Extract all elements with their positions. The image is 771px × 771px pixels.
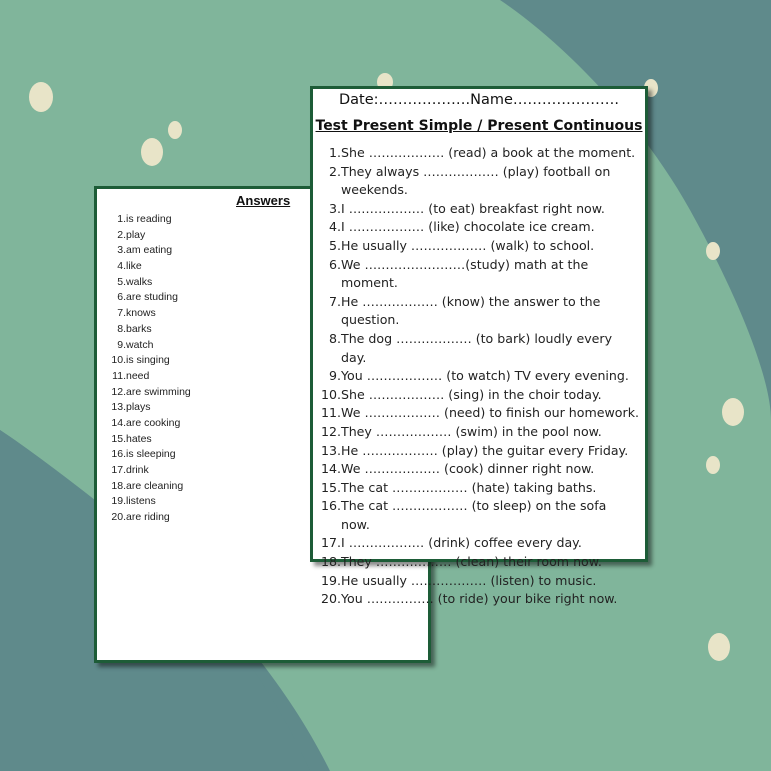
answer-item xyxy=(106,386,191,402)
answer-text: is singing xyxy=(126,354,170,367)
answer-number: 4. xyxy=(117,260,126,273)
answer-number: 14. xyxy=(111,416,126,429)
question-text: They ……………… (swim) in the pool now. xyxy=(341,423,602,439)
answer-number: 6. xyxy=(117,291,126,304)
question-text: We ……………………(study) math at the moment. xyxy=(341,256,589,291)
answer-text: are cleaning xyxy=(126,479,184,492)
question-text: The dog ……………… (to bark) loudly every day. xyxy=(341,330,613,365)
answer-number: 19. xyxy=(111,495,126,508)
answer-item xyxy=(106,401,191,417)
answer-item xyxy=(106,244,191,260)
question-text: They ……………… (clean) their room now. xyxy=(341,554,602,570)
answer-text: is sleeping xyxy=(126,448,176,461)
question-item xyxy=(319,590,639,609)
answer-item xyxy=(106,339,191,355)
question-text: I ……………… (drink) coffee every day. xyxy=(341,535,582,551)
decor-dot xyxy=(706,242,720,260)
answer-item xyxy=(106,307,191,323)
decor-dot xyxy=(708,633,730,661)
question-text: He ……………… (know) the answer to the question. xyxy=(341,293,601,328)
answers-list xyxy=(106,213,191,527)
decor-dot xyxy=(29,82,53,112)
question-text: We ……………… (cook) dinner right now. xyxy=(341,461,595,477)
question-item xyxy=(319,423,639,442)
answer-item xyxy=(106,448,191,464)
answer-item xyxy=(106,464,191,480)
answer-text: play xyxy=(126,228,146,241)
answer-number: 9. xyxy=(117,338,126,351)
test-title: Test Present Simple / Present Continuous xyxy=(315,118,643,134)
answer-number: 1. xyxy=(117,213,126,225)
answer-number: 15. xyxy=(111,432,126,445)
question-number: 19. xyxy=(320,572,341,588)
question-text: She ……………… (sing) in the choir today. xyxy=(341,386,602,402)
question-number: 5. xyxy=(328,237,341,253)
answer-number: 10. xyxy=(111,354,126,367)
question-text: We ……………… (need) to finish our homework. xyxy=(341,405,639,421)
question-number: 13. xyxy=(320,442,341,458)
question-item xyxy=(319,163,639,200)
question-text: They always ……………… (play) football on weekends. xyxy=(341,163,611,198)
question-text: I ……………… (like) chocolate ice cream. xyxy=(341,219,595,235)
question-item xyxy=(319,479,639,498)
question-number: 10. xyxy=(320,386,341,402)
question-item xyxy=(319,237,639,256)
question-number: 6. xyxy=(328,256,341,272)
question-text: I ……………… (to eat) breakfast right now. xyxy=(341,200,605,216)
answer-text: walks xyxy=(126,275,153,288)
answer-text: hates xyxy=(126,432,152,445)
question-item xyxy=(319,572,639,591)
question-number: 20. xyxy=(320,591,341,607)
answer-item xyxy=(106,323,191,339)
question-number: 7. xyxy=(328,293,341,309)
question-item xyxy=(319,460,639,479)
answer-number: 16. xyxy=(111,448,126,461)
answer-item xyxy=(106,480,191,496)
question-number: 18. xyxy=(320,554,341,570)
answer-number: 13. xyxy=(111,401,126,414)
answer-item xyxy=(106,495,191,511)
test-sheet xyxy=(310,86,648,607)
answer-item xyxy=(106,291,191,307)
answer-number: 17. xyxy=(111,464,126,476)
answer-text: are studing xyxy=(126,291,178,304)
answer-item xyxy=(106,213,191,229)
answer-number: 11. xyxy=(112,369,126,382)
question-text: She ……………… (read) a book at the moment. xyxy=(341,145,636,160)
question-number: 3. xyxy=(328,200,341,216)
answer-item xyxy=(106,260,191,276)
question-item xyxy=(319,442,639,461)
question-text: You ……………. (to ride) your bike right now. xyxy=(341,591,618,607)
answer-item xyxy=(106,511,191,527)
answers-title: Answers xyxy=(236,193,291,208)
question-list xyxy=(319,144,639,609)
question-item xyxy=(319,330,639,367)
answer-number: 18. xyxy=(111,479,126,492)
answer-item xyxy=(106,433,191,449)
answer-number: 20. xyxy=(111,511,126,524)
answer-text: are riding xyxy=(126,511,170,524)
answer-text: watch xyxy=(126,338,154,351)
answer-number: 8. xyxy=(117,322,126,335)
decor-dot xyxy=(706,456,720,474)
question-item xyxy=(319,367,639,386)
answer-text: plays xyxy=(126,401,151,414)
question-number: 16. xyxy=(320,498,341,514)
answer-text: knows xyxy=(126,307,156,320)
answer-text: need xyxy=(126,369,150,382)
question-number: 14. xyxy=(320,461,341,477)
answer-text: listens xyxy=(126,495,156,508)
question-number: 9. xyxy=(328,368,341,384)
decor-dot xyxy=(168,121,182,139)
question-number: 15. xyxy=(320,479,341,495)
question-text: He usually ……………… (walk) to school. xyxy=(341,237,595,253)
answer-number: 5. xyxy=(117,275,126,288)
question-text: He usually ……………… (listen) to music. xyxy=(341,572,597,588)
question-number: 2. xyxy=(328,163,341,179)
question-item xyxy=(319,144,639,163)
answer-item xyxy=(106,229,191,245)
question-number: 8. xyxy=(328,330,341,346)
question-item xyxy=(319,293,639,330)
date-name-line: Date:……………….Name…………………. xyxy=(338,92,620,108)
question-item xyxy=(319,200,639,219)
question-text: He ……………… (play) the guitar every Friday. xyxy=(341,442,629,458)
question-number: 4. xyxy=(328,219,341,235)
question-item xyxy=(319,534,639,553)
question-text: The cat ……………… (to sleep) on the sofa now. xyxy=(341,498,607,532)
question-item xyxy=(319,256,639,293)
question-item xyxy=(319,404,639,423)
answer-number: 12. xyxy=(111,385,126,398)
question-item xyxy=(319,218,639,237)
question-item xyxy=(319,553,639,572)
answer-text: are cooking xyxy=(126,416,181,429)
question-item xyxy=(319,386,639,405)
answer-text: am eating xyxy=(126,244,173,257)
answer-item xyxy=(106,354,191,370)
answer-number: 3. xyxy=(117,244,126,257)
answer-number: 7. xyxy=(117,307,126,320)
answer-number: 2. xyxy=(117,228,126,241)
decor-dot xyxy=(722,398,744,426)
question-text: The cat ……………… (hate) taking baths. xyxy=(341,479,597,495)
decor-dot xyxy=(141,138,163,166)
answer-item xyxy=(106,276,191,292)
answer-item xyxy=(106,417,191,433)
question-item xyxy=(319,497,639,534)
answer-text: like xyxy=(126,260,142,273)
answer-text: is reading xyxy=(126,213,172,225)
question-text: You ……………… (to watch) TV every evening. xyxy=(341,368,629,384)
question-number: 17. xyxy=(320,535,341,551)
answer-text: are swimming xyxy=(126,385,191,398)
answer-text: drink xyxy=(126,464,149,476)
question-number: 11. xyxy=(320,405,341,421)
question-number: 12. xyxy=(320,423,341,439)
answer-text: barks xyxy=(126,322,152,335)
answer-item xyxy=(106,370,191,386)
question-number: 1. xyxy=(328,145,341,160)
